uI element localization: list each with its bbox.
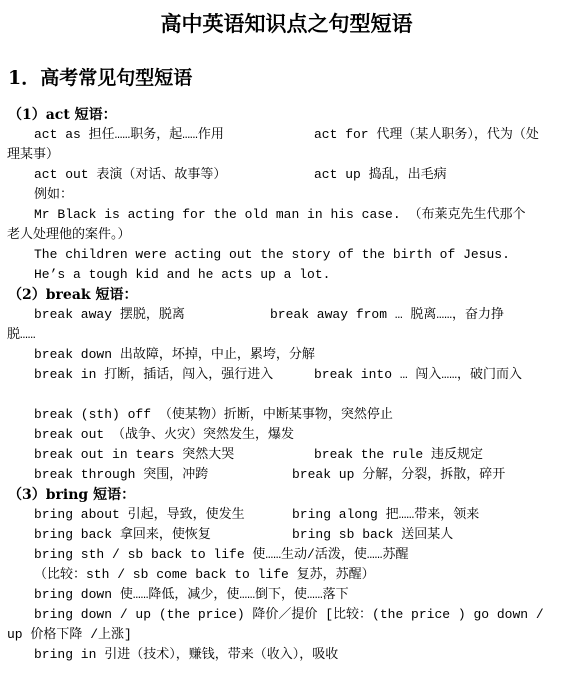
act-for-line: act for 代理（某人职务），代为（处 <box>314 127 539 142</box>
compare-note: （比较：sth / sb come back to life 复苏，苏醒） <box>34 567 375 582</box>
example-2: The children were acting out the story of the birth of Jesus. <box>34 247 510 262</box>
break-away-from-line: break away from … 脱离……，奋力挣 <box>270 307 505 322</box>
bring-about-line: bring about 引起，导致，使发生 <box>34 507 245 522</box>
example-1-cont: 老人处理他的案件。） <box>7 227 131 242</box>
act-up-line: act up 捣乱，出毛病 <box>314 167 447 182</box>
break-heading: （2）break 短语： <box>8 287 138 303</box>
bring-along-line: bring along 把……带来，领来 <box>292 507 480 522</box>
break-the-rule-line: break the rule 违反规定 <box>314 447 484 462</box>
bring-sb-back-line: bring sb back 送回某人 <box>292 527 454 542</box>
bring-back-line: bring back 拿回来，使恢复 <box>34 527 211 542</box>
break-out-line: break out （战争、火灾）突然发生，爆发 <box>34 427 295 442</box>
bring-down-up-line: bring down / up (the price) 降价／提价 [比较：(the price ) go down / <box>34 607 544 622</box>
act-as-line: act as 担任……职务，起……作用 <box>34 127 224 142</box>
bring-in-line: bring in 引进（技术），赚钱，带来（收入），吸收 <box>34 647 339 662</box>
break-in-line: break in 打断，插话，闯入，强行进入 <box>34 367 274 382</box>
bring-heading: （3）bring 短语： <box>8 487 136 503</box>
act-for-line-cont: 理某事） <box>7 147 60 162</box>
break-up-line: break up 分解，分裂，拆散，碎开 <box>292 467 506 482</box>
bring-down-line: bring down 使……降低，减少，使……倒下，使……落下 <box>34 587 349 602</box>
bring-back-to-life-line: bring sth / sb back to life 使……生动/活泼，使……苏醒 <box>34 547 409 562</box>
break-off-line: break (sth) off （使某物）折断，中断某事物，突然停止 <box>34 407 393 422</box>
section-heading: 1．高考常见句型短语 <box>8 67 193 89</box>
break-into-line: break into … 闯入……，破门而入 <box>314 367 523 382</box>
example-3: He’s a tough kid and he acts up a lot. <box>34 267 331 282</box>
break-away-from-cont: 脱…… <box>7 327 36 342</box>
example-1: Mr Black is acting for the old man in his case. （布莱克先生代那个 <box>34 207 526 222</box>
break-through-line: break through 突围，冲跨 <box>34 467 209 482</box>
break-out-in-tears-line: break out in tears 突然大哭 <box>34 447 235 462</box>
page-title: 高中英语知识点之句型短语 <box>160 11 413 36</box>
act-heading: （1）act 短语： <box>8 107 117 123</box>
bring-down-up-cont: up 价格下降 /上涨] <box>7 627 132 642</box>
act-out-line: act out 表演（对话、故事等） <box>34 167 227 182</box>
example-label: 例如： <box>34 187 74 202</box>
break-down-line: break down 出故障，坏掉，中止，累垮，分解 <box>34 347 315 362</box>
break-away-line: break away 摆脱，脱离 <box>34 307 185 322</box>
